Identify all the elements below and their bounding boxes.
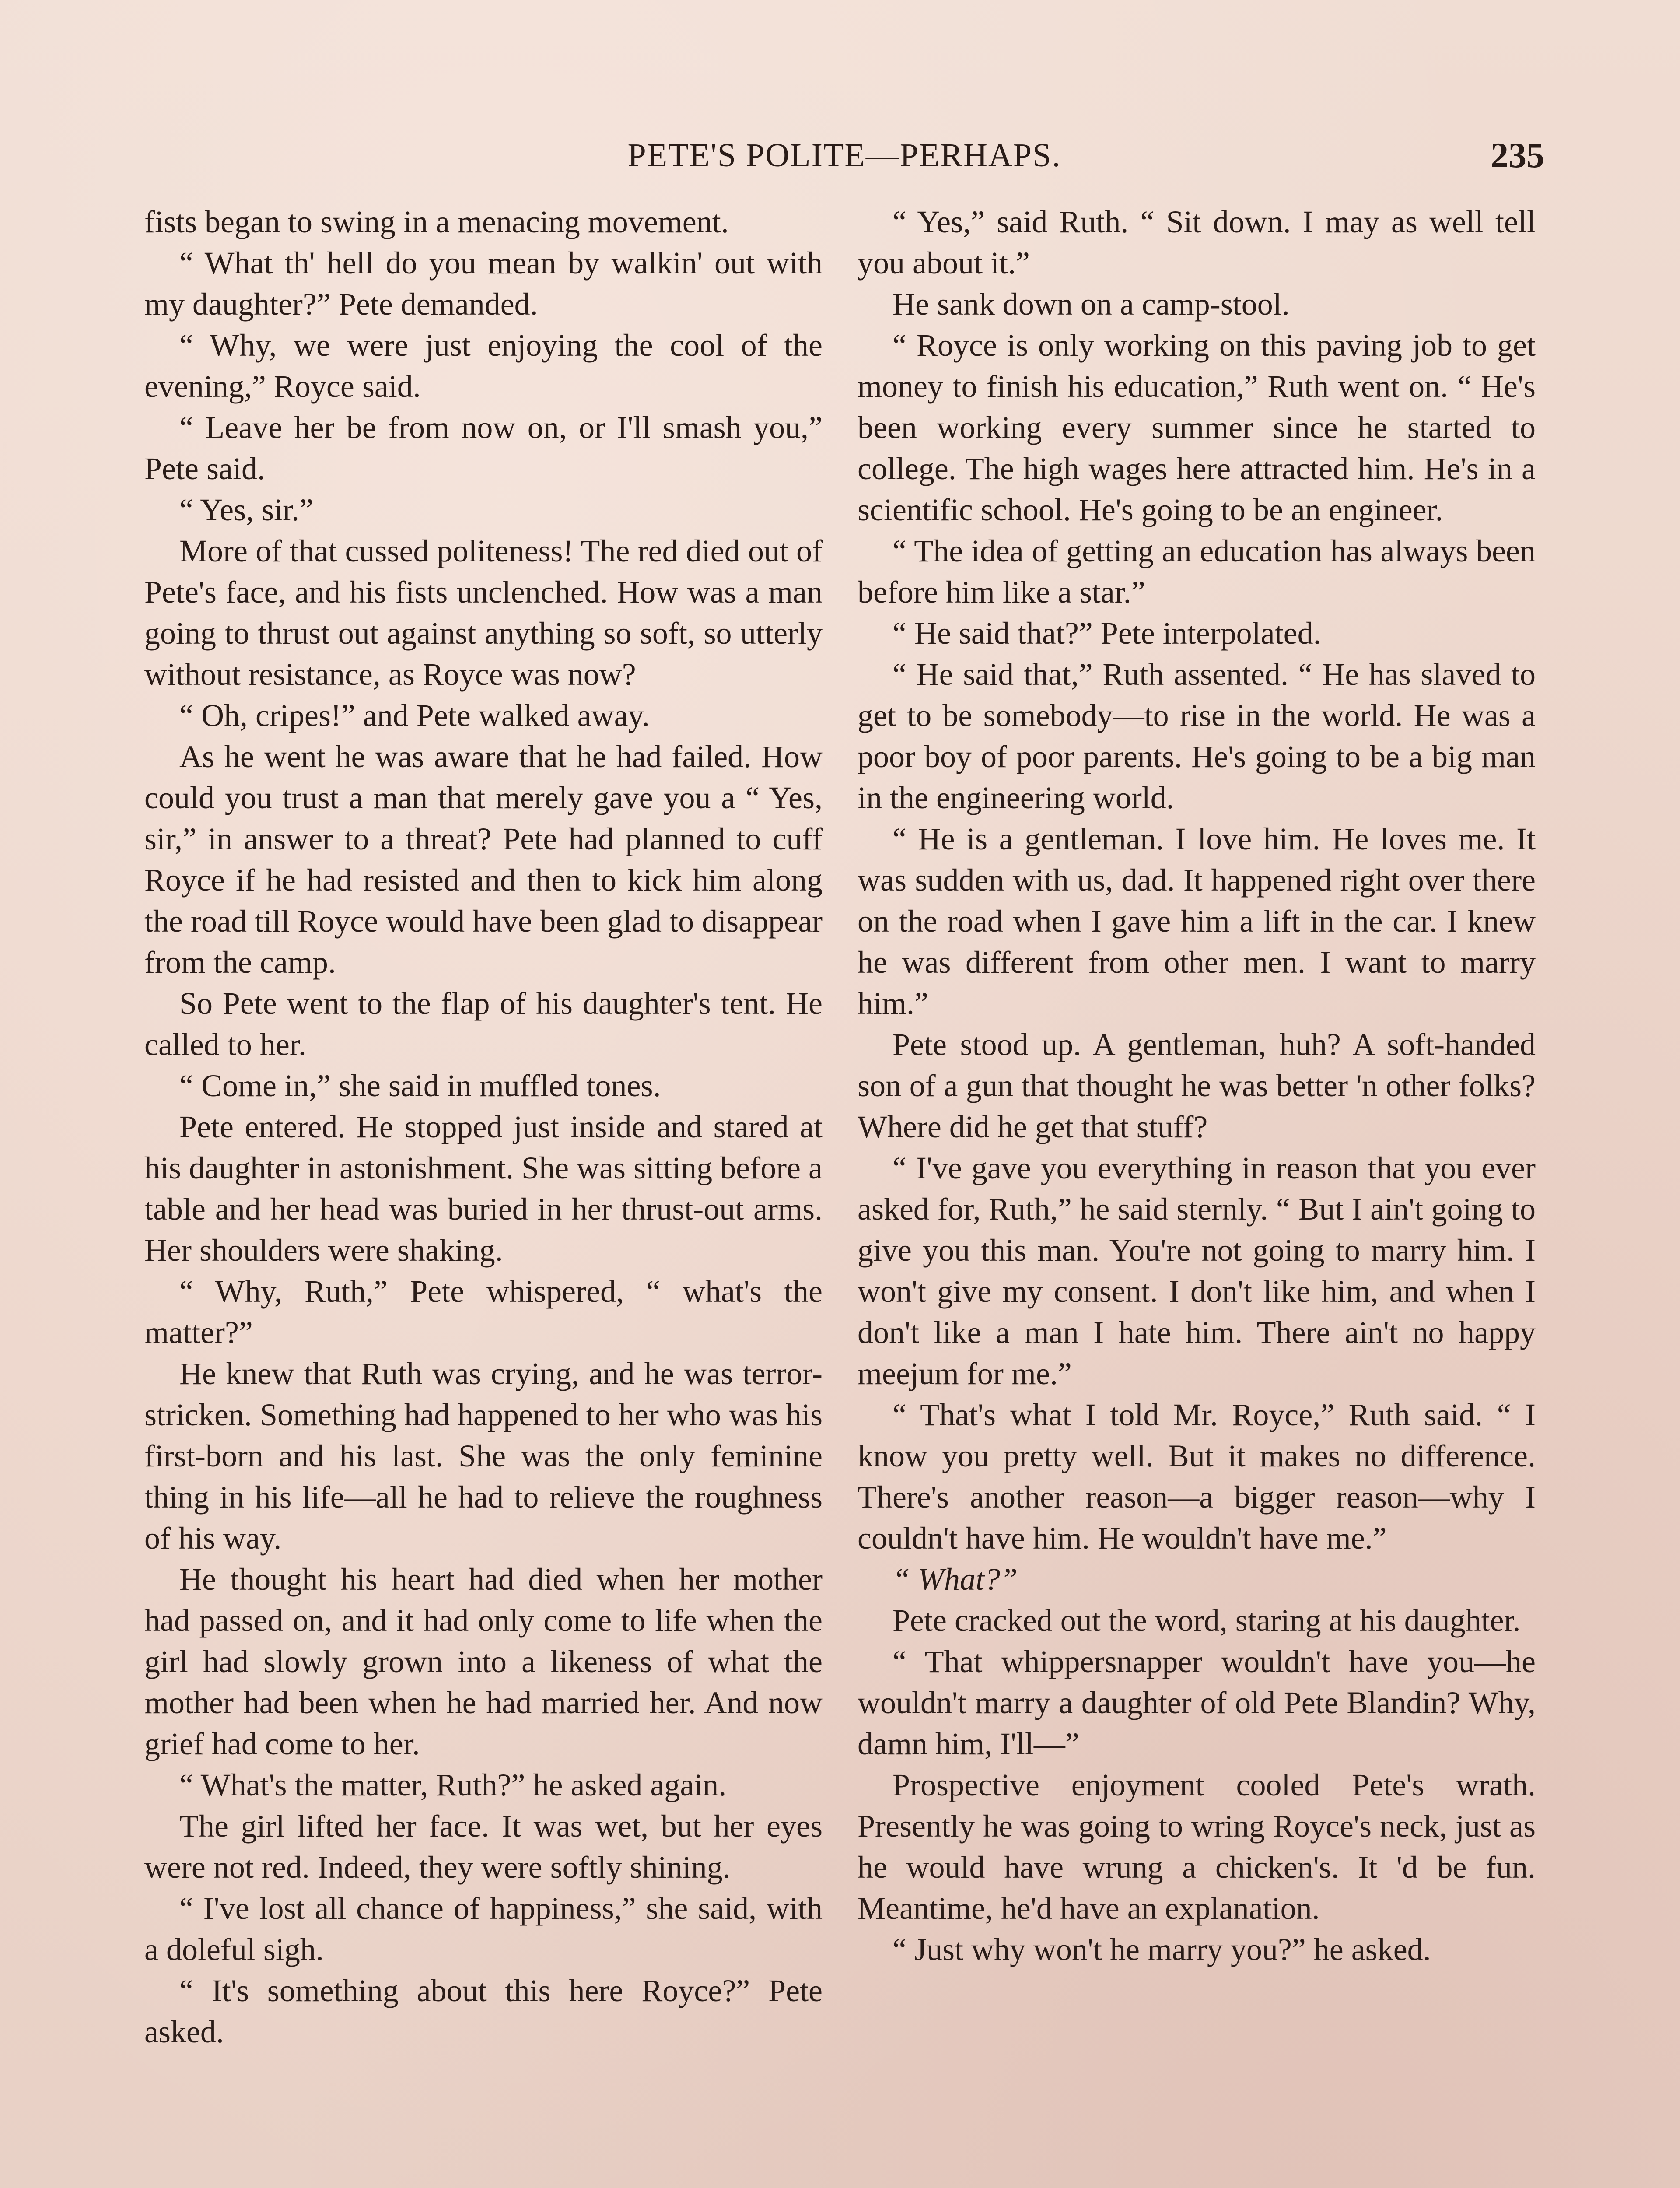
paragraph: “ I've lost all chance of happiness,” she said, with a doleful sigh. bbox=[144, 1891, 822, 1967]
paragraph: Pete entered. He stopped just inside and stared at his daughter in astonishment. She was sitting before a table and her head was buried in her thrust-out arms. Her shoulders were shaking. bbox=[144, 1109, 822, 1268]
paragraph: He sank down on a camp-stool. bbox=[892, 287, 1290, 322]
paragraph: He knew that Ruth was crying, and he was terror-stricken. Something had happened to her who was his first-born and his last. She was the only feminine thing in his life—all he had to relieve the roughness of his way. bbox=[144, 1356, 822, 1556]
paragraph: “ That whippersnapper wouldn't have you—he wouldn't marry a daughter of old Pete Blandin? Why, damn him, I'll—” bbox=[858, 1644, 1536, 1761]
page-header bbox=[144, 131, 1544, 179]
paragraph: Prospective enjoyment cooled Pete's wrath. Presently he was going to wring Royce's neck, just as he would have wrung a chicken's. It 'd be fun. Meantime, he'd have an explanation. bbox=[858, 1767, 1536, 1926]
paragraph: So Pete went to the flap of his daughter's tent. He called to her. bbox=[144, 986, 822, 1062]
paragraph: “ He said that,” Ruth assented. “ He has slaved to get to be somebody—to rise in the world. He was a poor boy of poor parents. He's going to be a big man in the engineering world. bbox=[858, 657, 1536, 815]
paragraph: “ I've gave you everything in reason that you ever asked for, Ruth,” he said sternly. “ But I ain't going to give you this man. You're not going to marry him. I won't give my consent. I don't like him, and when I don't like a man I hate him. There ain't no happy meejum for me.” bbox=[858, 1150, 1536, 1391]
paragraph: “ Come in,” she said in muffled tones. bbox=[179, 1068, 661, 1103]
paragraph: More of that cussed politeness! The red died out of Pete's face, and his fists unclenched. How was a man going to thrust out against anything so soft, so utterly without resistance, as Royce was now? bbox=[144, 533, 822, 692]
paragraph bbox=[858, 1559, 1536, 1600]
paragraph: “ He said that?” Pete interpolated. bbox=[892, 616, 1321, 651]
paragraph: “ Why, Ruth,” Pete whispered, “ what's the matter?” bbox=[144, 1274, 822, 1350]
paragraph: fists began to swing in a menacing movement. bbox=[144, 204, 729, 239]
paragraph: “ Just why won't he marry you?” he asked. bbox=[892, 1932, 1431, 1967]
paragraph: “ Leave her be from now on, or I'll smash you,” Pete said. bbox=[144, 410, 822, 486]
paragraph: “ Royce is only working on this paving job to get money to finish his education,” Ruth went on. “ He's been working every summer since he started to college. The high wages here attracted him. He's in a scientific school. He's going to be an engineer. bbox=[858, 328, 1536, 527]
paragraph: “ Yes,” said Ruth. “ Sit down. I may as well tell you about it.” bbox=[858, 204, 1536, 281]
paragraph: The girl lifted her face. It was wet, but her eyes were not red. Indeed, they were softly shining. bbox=[144, 1809, 822, 1885]
paragraph: Pete stood up. A gentleman, huh? A soft-handed son of a gun that thought he was better 'n other folks? Where did he get that stuff? bbox=[858, 1027, 1536, 1144]
paragraph: “ What's the matter, Ruth?” he asked again. bbox=[179, 1767, 727, 1802]
paragraph: “ Why, we were just enjoying the cool of the evening,” Royce said. bbox=[144, 328, 822, 404]
paragraph: “ Yes, sir.” bbox=[179, 492, 314, 527]
italic-exclamation: “ What?” bbox=[892, 1562, 1018, 1597]
paragraph: “ He is a gentleman. I love him. He loves me. It was sudden with us, dad. It happened right over there on the road when I gave him a lift in the car. I knew he was different from other men. I want to marry him.” bbox=[858, 821, 1536, 1021]
right-column bbox=[858, 201, 1536, 1970]
paragraph: He thought his heart had died when her mother had passed on, and it had only come to life when the girl had slowly grown into a likeness of what the mother had been when he had married her. And now grief had come to her. bbox=[144, 1562, 822, 1761]
paragraph: “ What th' hell do you mean by walkin' out with my daughter?” Pete demanded. bbox=[144, 245, 822, 322]
paragraph: Pete cracked out the word, staring at his daughter. bbox=[892, 1603, 1521, 1638]
page-number: 235 bbox=[1491, 135, 1544, 175]
paragraph: “ That's what I told Mr. Royce,” Ruth said. “ I know you pretty well. But it makes no difference. There's another reason—a bigger reason—why I couldn't have him. He wouldn't have me.” bbox=[858, 1397, 1536, 1556]
paragraph: “ Oh, cripes!” and Pete walked away. bbox=[179, 698, 650, 733]
running-title: PETE'S POLITE—PERHAPS. bbox=[627, 137, 1061, 174]
paragraph: As he went he was aware that he had failed. How could you trust a man that merely gave you a “ Yes, sir,” in answer to a threat? Pete had planned to cuff Royce if he had resisted and then to kick him along the road till Royce would have been glad to disappear from the camp. bbox=[144, 739, 822, 980]
left-column bbox=[144, 201, 822, 2052]
paragraph: “ It's something about this here Royce?” Pete asked. bbox=[144, 1973, 822, 2049]
paragraph: “ The idea of getting an education has always been before him like a star.” bbox=[858, 533, 1536, 610]
